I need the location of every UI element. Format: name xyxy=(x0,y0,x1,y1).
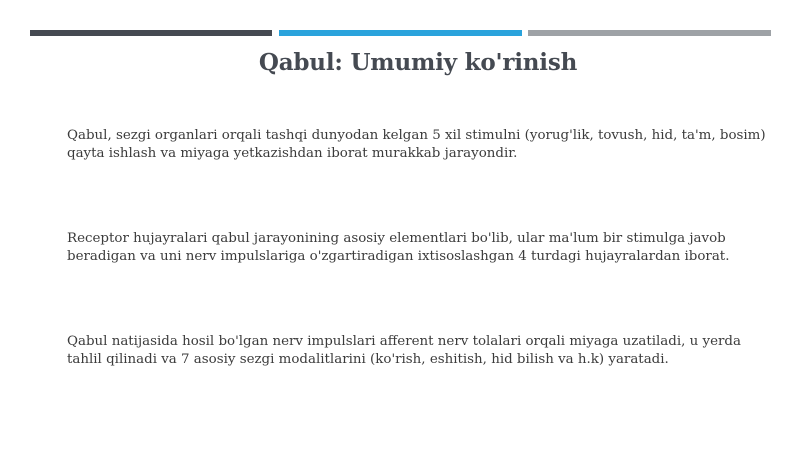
slide-title: Qabul: Umumiy ko'rinish xyxy=(258,49,578,76)
header-bar-dark xyxy=(30,30,272,36)
paragraph-1: Qabul, sezgi organlari orqali tashqi dunyodan kelgan 5 xil stimulni (yorug'lik, tovush, hid, ta'm, bosim) qayta ishlash va miyaga yetkazishdan iborat murakkab jarayondir. xyxy=(67,128,766,161)
header-bar-accent xyxy=(279,30,522,36)
paragraph-2: Receptor hujayralari qabul jarayonining asosiy elementlari bo'lib, ular ma'lum bir stimulga javob beradigan va uni nerv impulslariga o'zgartiradigan ixtisoslashgan 4 turdagi hujayralardan iborat. xyxy=(67,231,730,264)
paragraph-3: Qabul natijasida hosil bo'lgan nerv impulslari afferent nerv tolalari orqali miyaga uzatiladi, u yerda tahlil qilinadi va 7 asosiy sezgi modalitlarini (ko'rish, eshitish, hid bilish va h.k) yaratadi. xyxy=(67,334,741,367)
header-bar-light xyxy=(528,30,771,36)
